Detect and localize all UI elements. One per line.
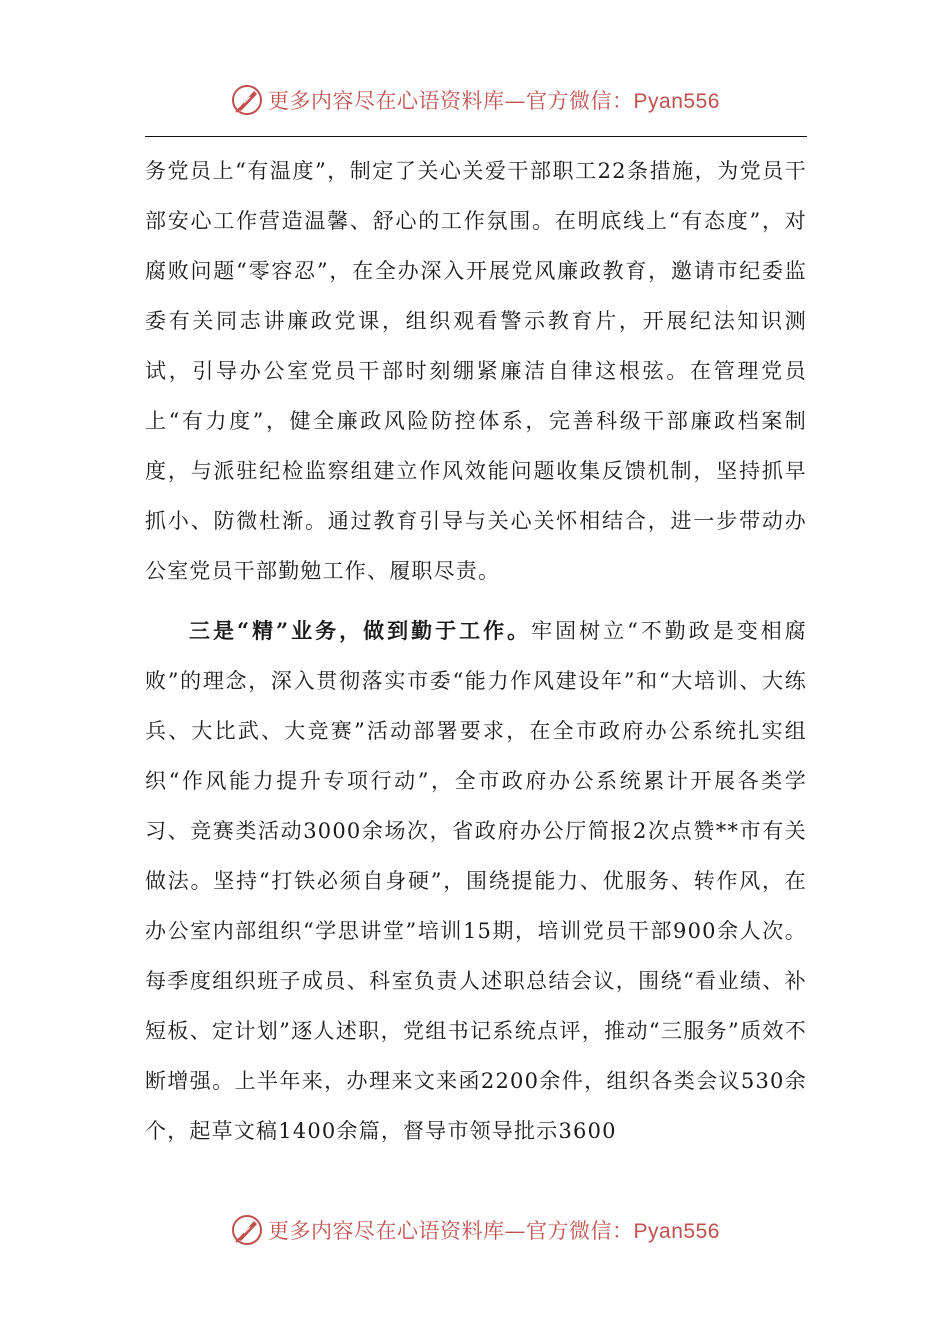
- footer-account: Pyan556: [633, 1220, 720, 1243]
- quill-pen-icon: [230, 1213, 264, 1247]
- footer-banner: [0, 1210, 950, 1250]
- footer-banner-text: 更多内容尽在心语资料库—官方微信：Pyan556: [268, 1219, 720, 1243]
- document-body: [145, 146, 807, 1156]
- header-banner: [0, 80, 950, 120]
- header-banner-text: 更多内容尽在心语资料库—官方微信：Pyan556: [268, 89, 720, 113]
- header-account: Pyan556: [633, 90, 720, 113]
- paragraph-2-heading: 三是“精”业务，做到勤于工作。: [189, 618, 532, 643]
- paragraph-2-body: 牢固树立“不勤政是变相腐败”的理念，深入贯彻落实市委“能力作风建设年”和“大培训、大练兵、大比武、大竞赛”活动部署要求，在全市政府办公系统扎实组织“作风能力提升专项行动”，全市政府办公系统累计开展各类学习、竞赛类活动3000余场次，省政府办公厅简报2次点赞**市有关做法。坚持“打铁必须自身硬”，围绕提能力、优服务、转作风，在办公室内部组织“学思讲堂”培训15期，培训党员干部900余人次。每季度组织班子成员、科室负责人述职总结会议，围绕“看业绩、补短板、定计划”逐人述职，党组书记系统点评，推动“三服务”质效不断增强。上半年来，办理来文来函2200余件，组织各类会议530余个，起草文稿1400余篇，督导市领导批示3600: [145, 619, 807, 1143]
- paragraph-1: 务党员上“有温度”，制定了关心关爱干部职工22条措施，为党员干部安心工作营造温馨、舒心的工作氛围。在明底线上“有态度”，对腐败问题“零容忍”，在全办深入开展党风廉政教育，邀请市纪委监委有关同志讲廉政党课，组织观看警示教育片，开展纪法知识测试，引导办公室党员干部时刻绷紧廉洁自律这根弦。在管理党员上“有力度”，健全廉政风险防控体系，完善科级干部廉政档案制度，与派驻纪检监察组建立作风效能问题收集反馈机制，坚持抓早抓小、防微杜渐。通过教育引导与关心关怀相结合，进一步带动办公室党员干部勤勉工作、履职尽责。: [145, 159, 807, 583]
- header-divider: [145, 136, 807, 137]
- paragraph-2: [145, 606, 807, 1156]
- quill-pen-icon: [230, 83, 264, 117]
